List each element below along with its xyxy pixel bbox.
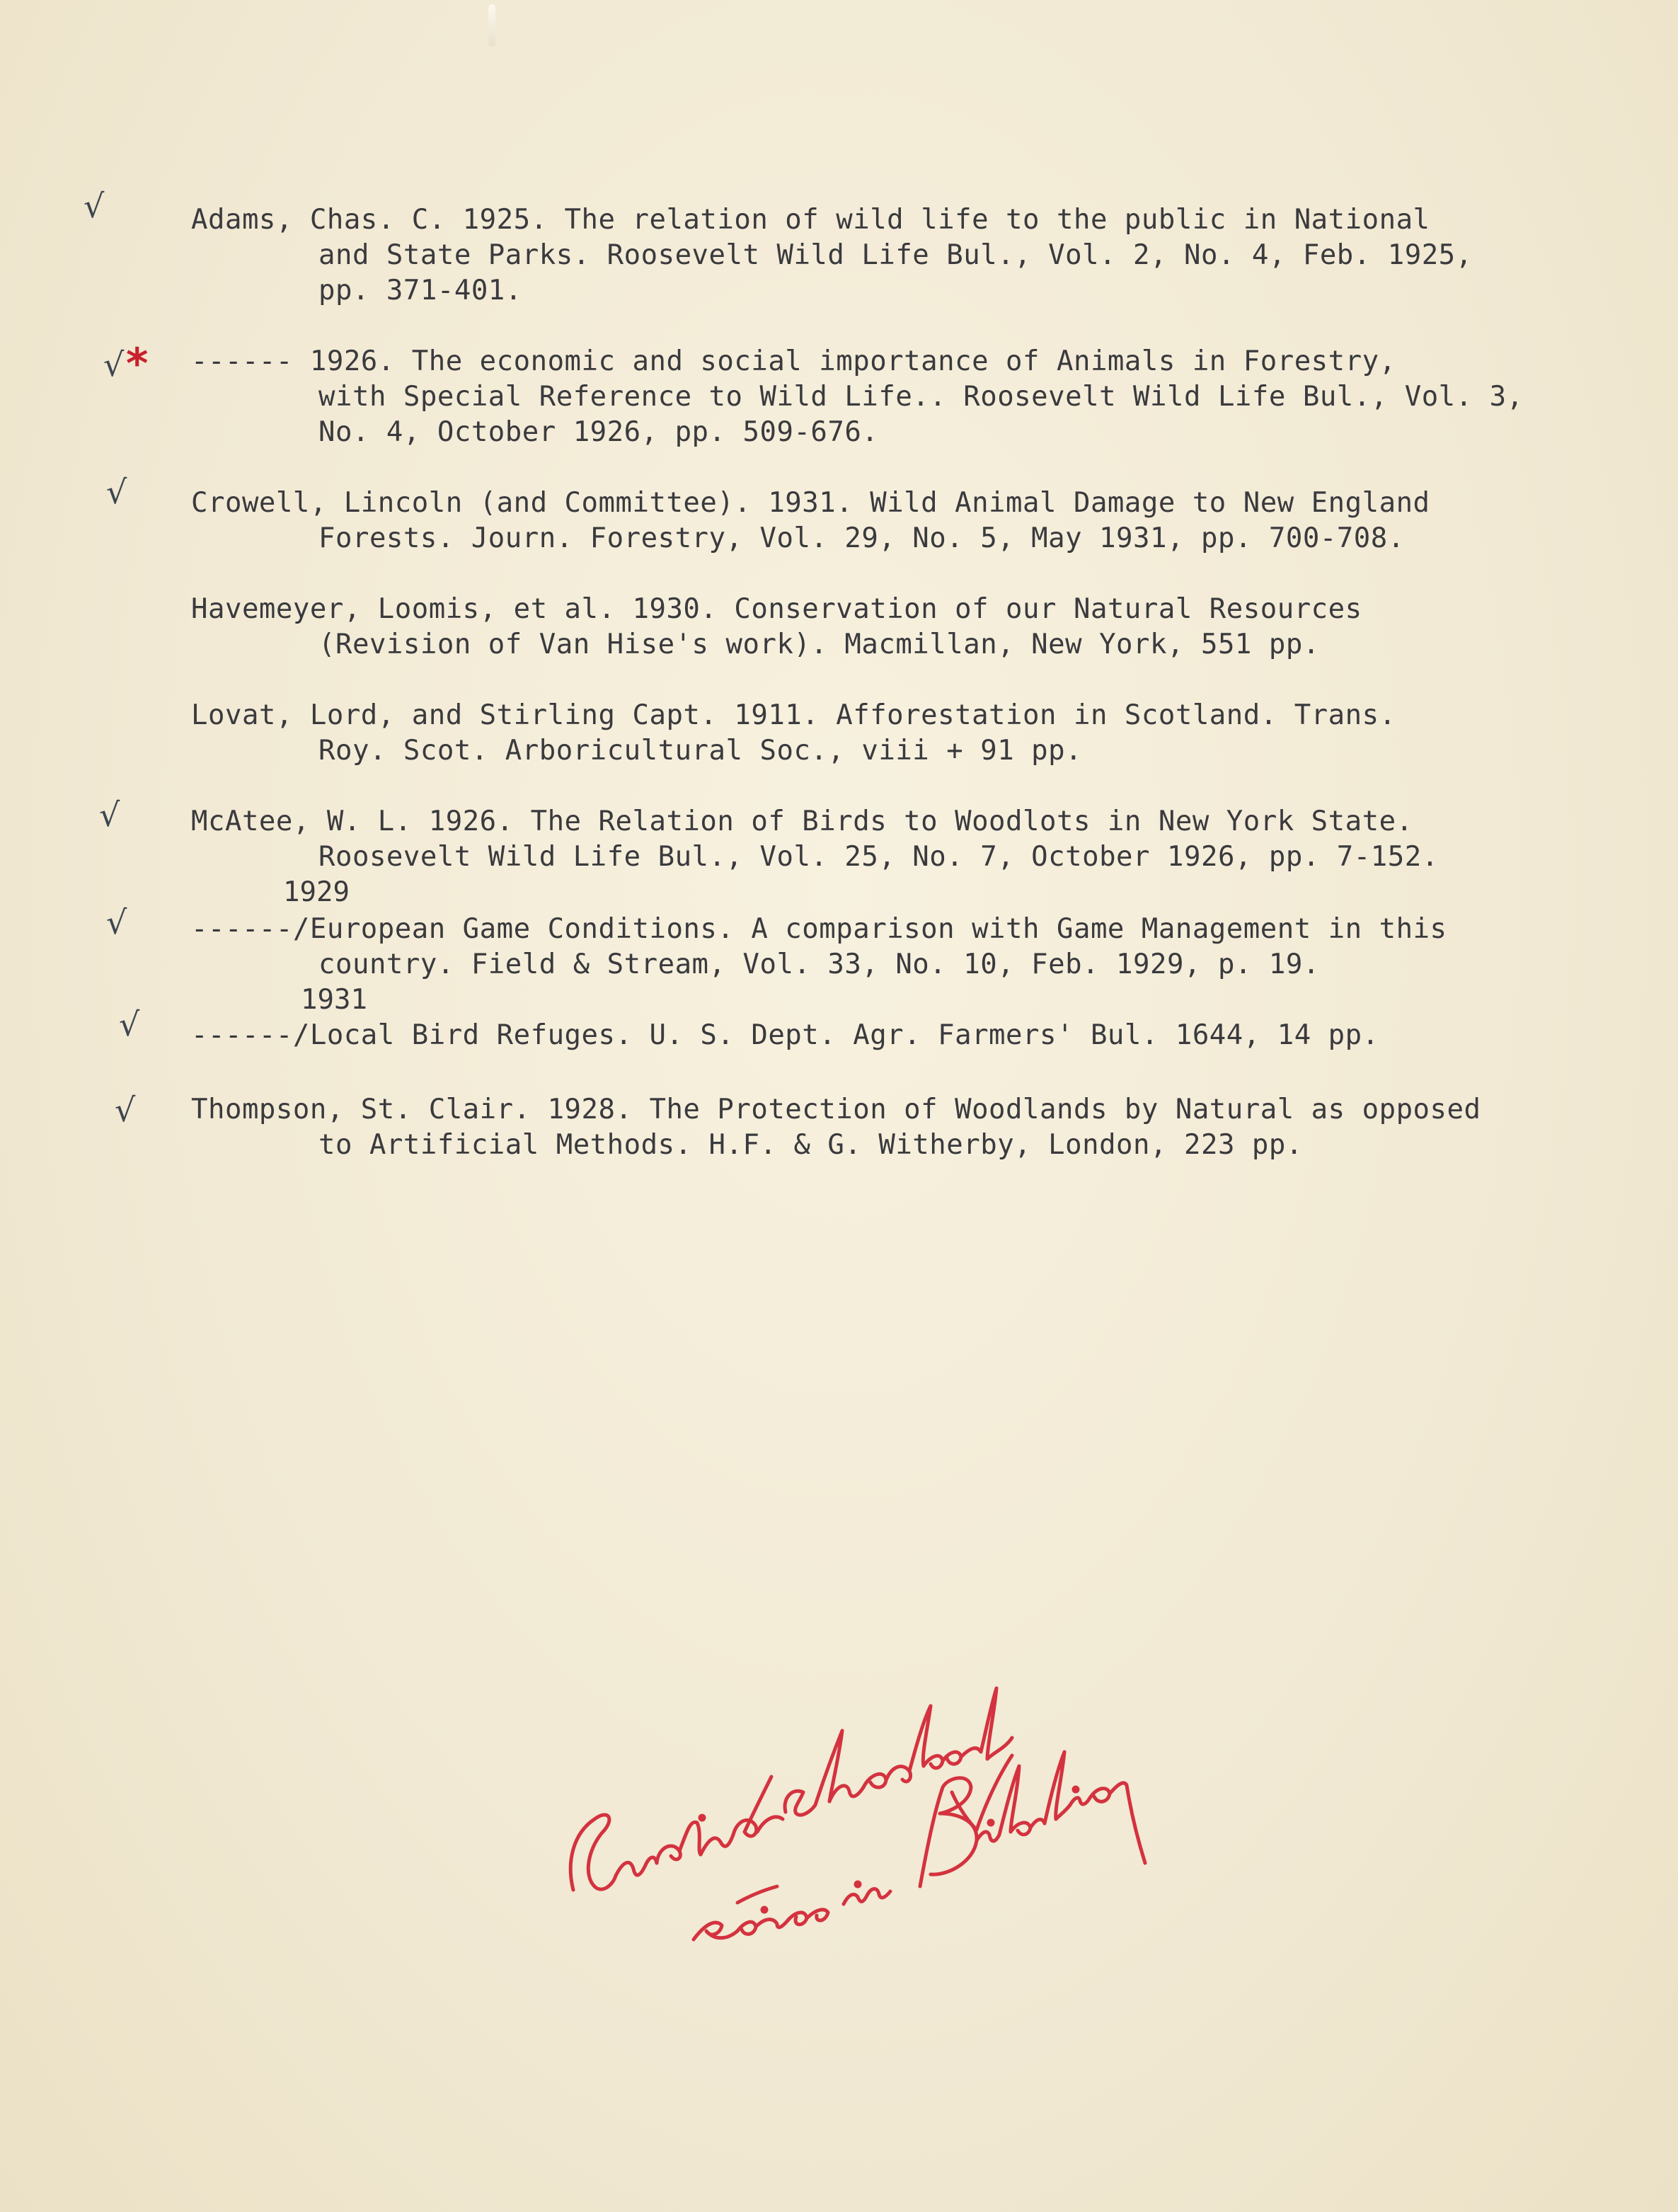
reference-line: McAtee, W. L. 1926. The Relation of Birds to Woodlots in New York State. <box>191 806 1413 837</box>
reference-line: Roosevelt Wild Life Bul., Vol. 25, No. 7, October 1926, pp. 7-152. <box>318 841 1439 873</box>
reference-line: ------ 1926. The economic and social importance of Animals in Forestry, <box>191 345 1396 377</box>
reference-line: Roy. Scot. Arboricultural Soc., viii + 91 pp. <box>318 735 1083 767</box>
reference-entry-mcatee-1926 <box>191 804 1592 875</box>
check-mark-icon: √ <box>119 1005 140 1043</box>
reference-line: No. 4, October 1926, pp. 509-676. <box>318 416 879 448</box>
pin-hole-mark <box>488 4 495 47</box>
reference-line: and State Parks. Roosevelt Wild Life Bul., Vol. 2, No. 4, Feb. 1925, <box>318 239 1473 271</box>
reference-entry-crowell-1931 <box>191 486 1592 556</box>
reference-line: Thompson, St. Clair. 1928. The Protection of Woodlands by Natural as opposed <box>191 1094 1481 1125</box>
year-annotation: 1931 <box>301 984 367 1016</box>
reference-entry-lovat-1911 <box>191 698 1592 769</box>
reference-line: pp. 371-401. <box>318 275 522 306</box>
reference-line: Forests. Journ. Forestry, Vol. 29, No. 5, May 1931, pp. 700-708. <box>318 522 1405 554</box>
reference-entry-havemeyer-1930 <box>191 592 1592 663</box>
reference-line: country. Field & Stream, Vol. 33, No. 10, Feb. 1929, p. 19. <box>318 949 1320 980</box>
reference-line: with Special Reference to Wild Life.. Roosevelt Wild Life Bul., Vol. 3, <box>318 381 1524 413</box>
check-mark-icon: √ <box>84 187 105 225</box>
check-mark-icon: √ <box>115 1091 136 1129</box>
year-annotation: 1929 <box>283 876 350 908</box>
reference-line: to Artificial Methods. H.F. & G. Witherby, London, 223 pp. <box>318 1129 1303 1161</box>
reference-line: ------/European Game Conditions. A comparison with Game Management in this <box>191 913 1447 945</box>
reference-line: Lovat, Lord, and Stirling Capt. 1911. Afforestation in Scotland. Trans. <box>191 699 1396 731</box>
handwritten-note <box>552 1607 1175 1975</box>
reference-entry-adams-1925 <box>191 202 1592 309</box>
reference-line: Havemeyer, Loomis, et al. 1930. Conservation of our Natural Resources <box>191 593 1362 625</box>
reference-line: (Revision of Van Hise's work). Macmillan, New York, 551 pp. <box>318 629 1320 660</box>
check-mark-icon: √ <box>99 796 120 834</box>
check-mark-icon: √ <box>106 903 127 941</box>
reference-entry-adams-1926 <box>191 344 1592 450</box>
reference-line: ------/Local Bird Refuges. U. S. Dept. Agr. Farmers' Bul. 1644, 14 pp. <box>191 1019 1379 1051</box>
check-mark-icon: √ <box>106 473 127 511</box>
reference-entry-mcatee-1931 <box>191 1018 1592 1053</box>
red-asterisk-icon: * <box>126 339 149 389</box>
reference-entry-thompson-1928 <box>191 1092 1592 1163</box>
reference-line: Adams, Chas. C. 1925. The relation of wild life to the public in National <box>191 204 1430 236</box>
reference-line: Crowell, Lincoln (and Committee). 1931. Wild Animal Damage to New England <box>191 487 1430 519</box>
check-mark-icon: √ <box>103 345 125 384</box>
reference-entry-mcatee-1929 <box>191 912 1592 982</box>
